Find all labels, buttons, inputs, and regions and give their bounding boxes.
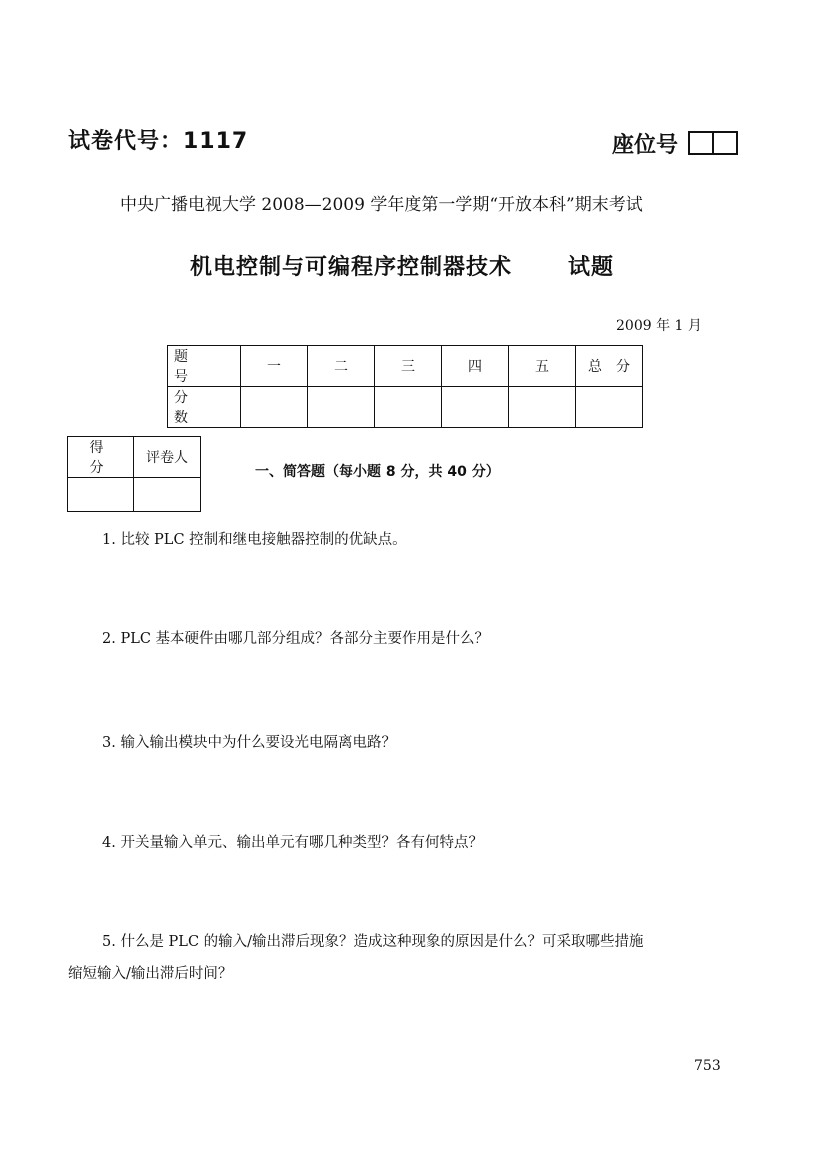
- exam-date: 2009 年 1 月: [616, 318, 702, 334]
- grader-table: [67, 436, 201, 512]
- question-4: 4. 开关量输入单元、输出单元有哪几种类型？各有何特点？: [102, 835, 483, 851]
- question-2: 2. PLC 基本硬件由哪几部分组成？各部分主要作用是什么？: [102, 631, 490, 647]
- score-cell[interactable]: [576, 387, 643, 428]
- score-table-row-label: 分 数: [168, 387, 241, 428]
- question-5: 5. 什么是 PLC 的输入/输出滞后现象？造成这种现象的原因是什么？可采取哪些措施: [102, 934, 644, 950]
- question-5-continuation: 缩短输入/输出滞后时间？: [68, 966, 233, 982]
- question-1: 1. 比较 PLC 控制和继电接触器控制的优缺点。: [102, 532, 407, 548]
- grader-score-cell[interactable]: [68, 478, 134, 512]
- page-title: 机电控制与可编程序控制器技术: [190, 255, 513, 280]
- score-table-row-label: 题 号: [168, 346, 241, 387]
- grader-score-label: 得 分: [68, 437, 134, 478]
- page-number: 753: [694, 1058, 721, 1074]
- score-cell[interactable]: [375, 387, 442, 428]
- score-table-header-row: [168, 346, 643, 387]
- score-cell[interactable]: [241, 387, 308, 428]
- score-table-column: 总 分: [576, 346, 643, 387]
- grader-table-body-row: [68, 478, 201, 512]
- score-table-column: 二: [308, 346, 375, 387]
- page-title-suffix: 试题: [568, 255, 615, 280]
- score-table-column: 三: [375, 346, 442, 387]
- paper-code: 试卷代号：1117: [68, 129, 249, 154]
- seat-number-box[interactable]: [688, 131, 738, 155]
- score-table-column: 四: [442, 346, 509, 387]
- score-cell[interactable]: [308, 387, 375, 428]
- grader-table-header-row: [68, 437, 201, 478]
- score-cell[interactable]: [509, 387, 576, 428]
- score-table-column: 五: [509, 346, 576, 387]
- grader-name-cell[interactable]: [134, 478, 201, 512]
- seat-label: 座位号: [612, 133, 679, 158]
- section-title: 一、简答题（每小题 8 分，共 40 分）: [255, 464, 500, 480]
- grader-name-label: 评卷人: [134, 437, 201, 478]
- question-3: 3. 输入输出模块中为什么要设光电隔离电路？: [102, 735, 396, 751]
- exam-line: 中央广播电视大学 2008—2009 学年度第一学期“开放本科”期末考试: [120, 195, 643, 215]
- score-table-score-row: [168, 387, 643, 428]
- score-cell[interactable]: [442, 387, 509, 428]
- score-table-column: 一: [241, 346, 308, 387]
- score-table: [167, 345, 643, 428]
